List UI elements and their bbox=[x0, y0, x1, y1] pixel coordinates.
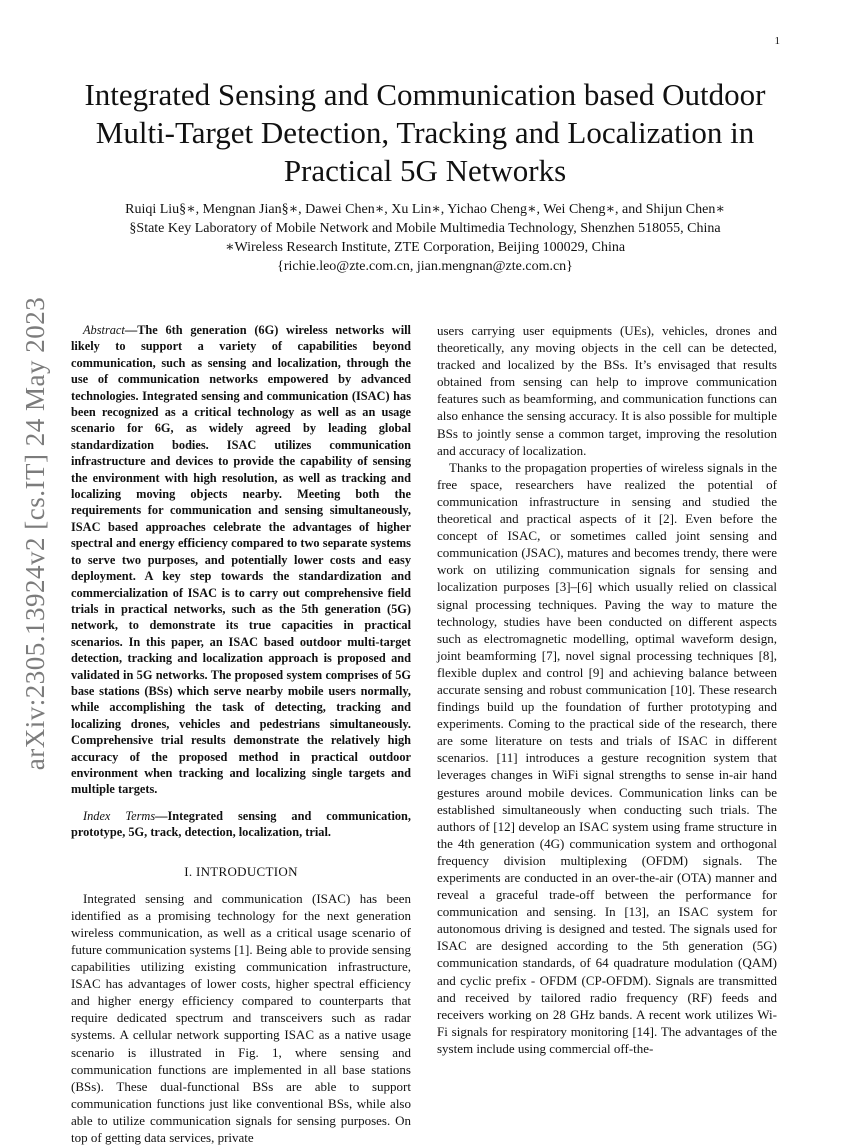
index-terms bbox=[71, 808, 411, 841]
intro-paragraph-2: Thanks to the propagation properties of wireless signals in the free space, researchers have realized the potential of communication infrastructure in sensing and studied the theoretical and practical aspects of it [2]. Even before the concept of ISAC, or sometimes called joint sensing and communication (JSAC), matures and becomes trendy, there were work on utilizing communication signals for sensing and localization purposes [3]–[6] which usually relied on classical signal processing techniques. Paving the way to mature the technology, studies have been conducted on different aspects such as electromagnetic modelling, optimal waveform design, joint beamforming [7], novel signal processing techniques [8], flexible duplex and control [9] and achieving balance between accurate sensing and robust communication [10]. These research findings build up the foundation of further prototyping and experiments. Coming to the practical side of the research, there are some literature on tests and trials of ISAC in different scenarios. [11] introduces a gesture recognition system that leverages changes in WiFi signal strengths to sense in-air hand gestures around mobile devices. Communication links can be established simultaneously when conducting such trials. The authors of [12] develop an ISAC system using frame structure in the 4th generation (4G) communication system and orthogonal frequency division multiplexing (OFDM) signals. The experiments are conducted in an over-the-air (OTA) manner and reveal a graceful trade-off between the performance for communication and sensing. In [13], an ISAC system for autonomous driving is designed and tested. The signals used for ISAC are designed according to the 5th generation (5G) communication standards, of 64 quadrature modulation (QAM) and cyclic prefix - OFDM (CP-OFDM). Signals are transmitted and received by tailored radio frequency (RF) feeds and receivers working on 28 GHz bands. A recent work utilizes Wi-Fi signals for respiratory monitoring [14]. The advantages of the system include using commercial off-the- bbox=[437, 459, 777, 1056]
affiliation-zte: ∗Wireless Research Institute, ZTE Corporation, Beijing 100029, China bbox=[224, 240, 626, 255]
intro-paragraph-continued: users carrying user equipments (UEs), vehicles, drones and theoretically, any moving objects in the cell can be detected, tracked and localized by the BSs. It’s envisaged that results obtained from sensing can help to improve communication features such as beamforming, and communication functions can also enhance the sensing accuracy. It is also possible for multiple BSs to jointly sense a common target, improving the resolution and accuracy of localization. bbox=[437, 323, 777, 458]
paper-header bbox=[70, 76, 780, 276]
left-column bbox=[71, 322, 411, 1146]
author-list: Ruiqi Liu§∗, Mengnan Jian§∗, Dawei Chen∗, Xu Lin∗, Yichao Cheng∗, Wei Cheng∗, and Shijun Chen∗ bbox=[125, 202, 725, 217]
authors-block bbox=[70, 200, 780, 276]
arxiv-identifier-stamp bbox=[12, 288, 60, 778]
intro-paragraph-1: Integrated sensing and communication (ISAC) has been identified as a promising technology for the next generation wireless communication, as well as a critical usage scenario of future communication systems [1]. Being able to provide sensing capabilities utilizing existing communication infrastructure, ISAC has advantages of lower costs, higher spectral efficiency and higher energy efficiency compared to counterparts that require dedicated spectrum and transceivers such as radar systems. A cellular network supporting ISAC as a native usage scenario is illustrated in Fig. 1, where sensing and communication functions are implemented in all base stations (BSs). These dual-functional BSs are able to support communication functions just like conventional BSs, while also able to utilize communication signals for sensing purposes. On top of getting data services, private bbox=[71, 890, 411, 1145]
affiliation-state-key-lab: §State Key Laboratory of Mobile Network and Mobile Multimedia Technology, Shenzhen 518055, China bbox=[129, 221, 721, 236]
index-terms-label: Index Terms bbox=[83, 808, 156, 823]
abstract-text: —The 6th generation (6G) wireless networks will likely to support a variety of capabilities beyond communication, such as sensing and localization, through the use of communication networks empowered by advanced technologies. Integrated sensing and communication (ISAC) has been recognized as a critical technology as well as an usage scenario for 6G, as widely agreed by leading global standardization bodies. ISAC utilizes communication infrastructure and devices to provide the capability of sensing the environment with high resolution, as well as tracking and localizing moving objects nearby. Meeting both the requirements for communication and sensing simultaneously, ISAC based approaches celebrate the advantages of higher spectral and energy efficiency compared to two separate systems to serve two purposes, and potentially lower costs and easy deployment. A key step towards the standardization and commercialization of ISAC is to carry out comprehensive field trials in practical networks, such as the 5th generation (5G) network, to demonstrate its true capacities in practical scenarios. In this paper, an ISAC based outdoor multi-target detection, tracking and localization approach is proposed and validated in 5G networks. The proposed system comprises of 5G base stations (BSs) which serve nearby mobile users normally, while accomplishing the task of detecting, tracking and localizing drones, vehicles and pedestrians simultaneously. Comprehensive trial results demonstrate the relatively high accuracy of the proposed method in practical outdoor environment when tracking and localizing single targets and multiple targets. bbox=[71, 323, 411, 797]
page-number: 1 bbox=[774, 35, 780, 47]
author-emails: {richie.leo@zte.com.cn, jian.mengnan@zte.com.cn} bbox=[277, 259, 573, 274]
right-column bbox=[437, 322, 777, 1057]
abstract-label: Abstract bbox=[83, 323, 125, 337]
abstract bbox=[71, 322, 411, 798]
index-terms-text: —Integrated sensing and communication, prototype, 5G, track, detection, localization, trial. bbox=[71, 808, 411, 840]
paper-title: Integrated Sensing and Communication based Outdoor Multi-Target Detection, Tracking and Localization in Practical 5G Networks bbox=[84, 77, 766, 188]
section-heading-introduction: I. INTRODUCTION bbox=[184, 863, 298, 879]
arxiv-identifier-text: arXiv:2305.13924v2 [cs.IT] 24 May 2023 bbox=[20, 296, 51, 770]
